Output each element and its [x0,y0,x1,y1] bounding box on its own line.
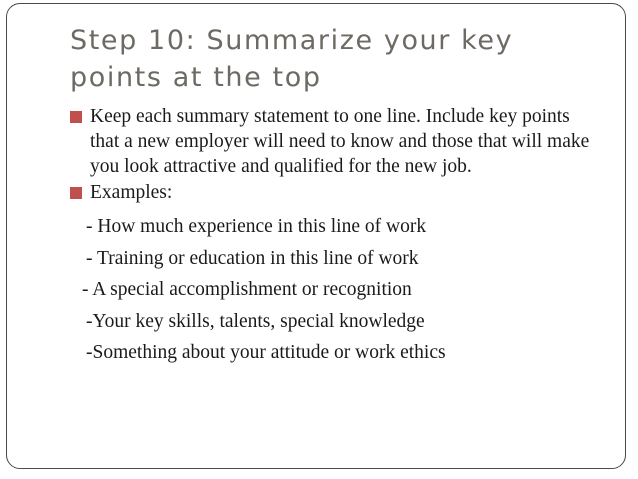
square-bullet-icon [70,187,82,199]
examples-list [70,211,600,369]
bullet-text: Keep each summary statement to one line. Include key points that a new employer will need to know and those that will make you look attractive and qualified for the new job. [90,106,590,177]
example-line: - Training or education in this line of work [86,247,419,269]
bullet-item-examples [70,180,600,205]
bullet-text: Examples: [90,182,173,203]
slide-body [70,104,600,369]
example-line: -Something about your attitude or work ethics [86,342,446,363]
example-line: - A special accomplishment or recognition [82,279,412,300]
bullet-item-summary [70,104,600,179]
square-bullet-icon [70,111,82,123]
example-line: - How much experience in this line of work [86,216,427,237]
example-line: -Your key skills, talents, special knowledge [86,310,425,332]
slide-title: Step 10: Summarize your key points at the top [70,25,514,93]
